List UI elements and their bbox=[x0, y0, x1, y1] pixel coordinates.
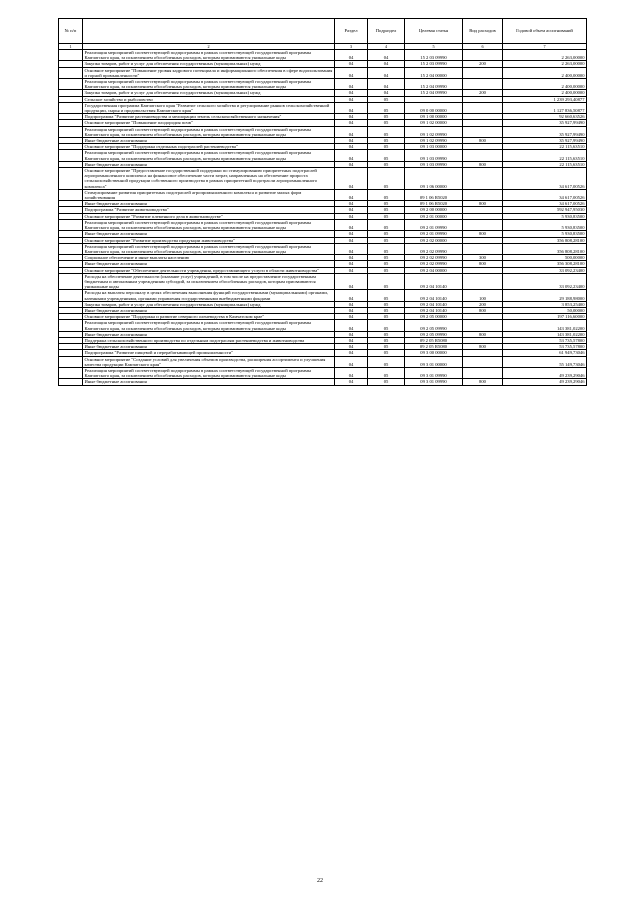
row-target: 09 2 04 10140 bbox=[405, 273, 463, 290]
row-target: 09 0 00 00000 bbox=[405, 102, 463, 113]
row-name: Подпрограмма "Развитие животноводства" bbox=[83, 207, 335, 213]
row-target: 09 1 03 09990 bbox=[405, 161, 463, 167]
row-sum: 53 735,57800 bbox=[503, 337, 587, 343]
table-row bbox=[59, 356, 587, 367]
row-podrazdel: 05 bbox=[368, 255, 405, 261]
row-num bbox=[59, 168, 83, 190]
row-name: Закупка товаров, работ и услуг для обеспечения государственных (муниципальных) нужд bbox=[83, 301, 335, 307]
row-name: Основное мероприятие "Развитие производства продукции животноводства" bbox=[83, 237, 335, 243]
row-podrazdel: 05 bbox=[368, 161, 405, 167]
row-vid bbox=[463, 79, 503, 90]
row-podrazdel: 05 bbox=[368, 320, 405, 331]
row-razdel: 04 bbox=[335, 161, 368, 167]
row-razdel: 04 bbox=[335, 219, 368, 230]
row-podrazdel: 04 bbox=[368, 67, 405, 78]
row-target: 09 2 05 09990 bbox=[405, 320, 463, 331]
row-vid: 800 bbox=[463, 331, 503, 337]
row-podrazdel: 05 bbox=[368, 379, 405, 385]
row-target: 15 2 03 09990 bbox=[405, 50, 463, 61]
row-podrazdel: 05 bbox=[368, 213, 405, 219]
row-vid: 800 bbox=[463, 344, 503, 350]
row-target: 09 1 03 00000 bbox=[405, 144, 463, 150]
row-sum: 356 308,28100 bbox=[503, 261, 587, 267]
row-target: 09 3 01 09990 bbox=[405, 379, 463, 385]
row-target: 09 2 05 R5080 bbox=[405, 337, 463, 343]
row-target: 09 2 04 10140 bbox=[405, 290, 463, 301]
row-name: Реализация мероприятий соответствующей подпрограммы в рамках соответствующей государственной программы Камчатского края, за исключением обособленных расходов, которым присваиваются уникальные коды bbox=[83, 243, 335, 254]
row-target: 09 1 03 09990 bbox=[405, 150, 463, 161]
row-name: Основное мероприятие "Поддержка и развитие северного оленеводства в Камчатском крае" bbox=[83, 314, 335, 320]
row-podrazdel: 05 bbox=[368, 201, 405, 207]
table-row bbox=[59, 126, 587, 137]
row-sum: 1 239 293,40877 bbox=[503, 96, 587, 102]
row-sum: 29 188,98000 bbox=[503, 290, 587, 301]
row-target: 09 3 01 00000 bbox=[405, 356, 463, 367]
row-vid: 800 bbox=[463, 231, 503, 237]
row-vid: 100 bbox=[463, 290, 503, 301]
row-name: Реализация мероприятий соответствующей подпрограммы в рамках соответствующей государственной программы Камчатского края, за исключением обособленных расходов, которым присваиваются уникальные коды bbox=[83, 219, 335, 230]
row-podrazdel: 05 bbox=[368, 267, 405, 273]
row-razdel: 04 bbox=[335, 114, 368, 120]
row-num bbox=[59, 219, 83, 230]
row-razdel: 04 bbox=[335, 261, 368, 267]
row-name: Сельское хозяйство и рыболовство bbox=[83, 96, 335, 102]
row-name: Иные бюджетные ассигнования bbox=[83, 201, 335, 207]
row-target: 09 3 00 00000 bbox=[405, 350, 463, 356]
row-sum: 34 617,00526 bbox=[503, 201, 587, 207]
row-sum: 356 808,28100 bbox=[503, 237, 587, 243]
row-razdel: 04 bbox=[335, 301, 368, 307]
row-num bbox=[59, 379, 83, 385]
row-podrazdel: 05 bbox=[368, 126, 405, 137]
row-target: 09 2 01 00000 bbox=[405, 213, 463, 219]
row-razdel: 04 bbox=[335, 120, 368, 126]
row-sum: 35 927,99490 bbox=[503, 138, 587, 144]
row-sum: 53 735,57800 bbox=[503, 344, 587, 350]
row-razdel: 04 bbox=[335, 102, 368, 113]
row-podrazdel: 05 bbox=[368, 367, 405, 378]
row-target: 09 1 02 09990 bbox=[405, 138, 463, 144]
row-vid: 800 bbox=[463, 138, 503, 144]
row-num bbox=[59, 79, 83, 90]
row-vid bbox=[463, 168, 503, 190]
row-num bbox=[59, 273, 83, 290]
row-target: 09 2 01 09990 bbox=[405, 219, 463, 230]
row-razdel: 04 bbox=[335, 344, 368, 350]
row-podrazdel: 05 bbox=[368, 261, 405, 267]
row-razdel: 04 bbox=[335, 267, 368, 273]
table-body bbox=[59, 50, 587, 386]
row-sum: 35 927,99490 bbox=[503, 126, 587, 137]
row-name: Основное мероприятие "Поддержка отдельных подотраслей растениеводства" bbox=[83, 144, 335, 150]
row-vid bbox=[463, 50, 503, 61]
row-sum: 35 927,99490 bbox=[503, 120, 587, 126]
row-sum: 143 381,02200 bbox=[503, 320, 587, 331]
row-sum: 50,00000 bbox=[503, 307, 587, 313]
row-name: Расходы на выплаты персоналу в целях обеспечения выполнения функций государственными (муниципальными) органами, казенными учреждениями, органами управления государственными внебюджетными фондами bbox=[83, 290, 335, 301]
row-num bbox=[59, 356, 83, 367]
row-name: Подпрограмма "Развитие растениеводства и мелиорации земель сельскохозяйственного назначения" bbox=[83, 114, 335, 120]
row-name: Основное мероприятие "Повышение уровня кадрового потенциала и информационного обеспечения в сфере водопользования и горной промышленности" bbox=[83, 67, 335, 78]
row-podrazdel: 05 bbox=[368, 273, 405, 290]
row-vid bbox=[463, 102, 503, 113]
row-razdel: 04 bbox=[335, 231, 368, 237]
row-target: 09 2 02 09990 bbox=[405, 255, 463, 261]
row-razdel: 04 bbox=[335, 290, 368, 301]
row-razdel: 04 bbox=[335, 350, 368, 356]
table-row bbox=[59, 273, 587, 290]
table-row bbox=[59, 102, 587, 113]
row-sum: 2 263,00000 bbox=[503, 50, 587, 61]
header-podrazdel: Подраздел bbox=[368, 19, 405, 44]
row-name: Социальное обеспечение и иные выплаты населению bbox=[83, 255, 335, 261]
row-podrazdel: 05 bbox=[368, 290, 405, 301]
row-podrazdel: 05 bbox=[368, 114, 405, 120]
row-name: Иные бюджетные ассигнования bbox=[83, 261, 335, 267]
row-target: 09 3 01 09990 bbox=[405, 367, 463, 378]
row-sum: 2 263,00000 bbox=[503, 61, 587, 67]
row-sum: 356 808,28100 bbox=[503, 243, 587, 254]
row-razdel: 04 bbox=[335, 144, 368, 150]
row-razdel: 04 bbox=[335, 168, 368, 190]
row-podrazdel: 05 bbox=[368, 189, 405, 200]
column-number: 6 bbox=[463, 44, 503, 50]
row-vid bbox=[463, 126, 503, 137]
row-target: 09 1 00 00000 bbox=[405, 114, 463, 120]
row-num bbox=[59, 102, 83, 113]
row-sum: 2 400,00000 bbox=[503, 90, 587, 96]
row-razdel: 04 bbox=[335, 331, 368, 337]
row-name: Поддержка сельскохозяйственного производства по отдельным подотраслям растениеводства и животноводства bbox=[83, 337, 335, 343]
row-sum: 92 660,63526 bbox=[503, 114, 587, 120]
row-name: Основное мероприятие "Создание условий для увеличения объемов производства, расширения ассортимента и улучшения качества продукции Камчатского края" bbox=[83, 356, 335, 367]
header-razdel: Раздел bbox=[335, 19, 368, 44]
row-name: Подпрограмма "Развитие пищевой и перерабатывающей промышленности" bbox=[83, 350, 335, 356]
row-vid bbox=[463, 356, 503, 367]
column-number: 5 bbox=[405, 44, 463, 50]
row-razdel: 04 bbox=[335, 150, 368, 161]
row-podrazdel: 04 bbox=[368, 61, 405, 67]
row-sum: 143 381,02200 bbox=[503, 331, 587, 337]
column-number: 4 bbox=[368, 44, 405, 50]
row-num bbox=[59, 50, 83, 61]
row-sum: 2 400,00000 bbox=[503, 79, 587, 90]
row-name: Реализация мероприятий соответствующей подпрограммы в рамках соответствующей государственной программы Камчатского края, за исключением обособленных расходов, которым присваиваются уникальные коды bbox=[83, 367, 335, 378]
row-podrazdel: 05 bbox=[368, 120, 405, 126]
table-row bbox=[59, 367, 587, 378]
row-name: Стимулирование развития приоритетных подотраслей агропромышленного комплекса и развитие малых форм хозяйствования bbox=[83, 189, 335, 200]
row-name: Расходы на обеспечение деятельности (оказание услуг) учреждений, в том числе на предоставление государственным бюджетным и автономным учреждениям субсидий, за исключением обособленных расходов, которым присваиваются уникальные коды bbox=[83, 273, 335, 290]
header-sum: Годовой объем ассигнований bbox=[503, 19, 587, 44]
row-razdel: 04 bbox=[335, 367, 368, 378]
row-name: Закупка товаров, работ и услуг для обеспечения государственных (муниципальных) нужд bbox=[83, 61, 335, 67]
row-sum: 22 115,63510 bbox=[503, 144, 587, 150]
row-razdel: 04 bbox=[335, 356, 368, 367]
row-vid: 200 bbox=[463, 90, 503, 96]
row-vid: 800 bbox=[463, 261, 503, 267]
row-razdel: 04 bbox=[335, 126, 368, 137]
row-name: Основное мероприятие "Развитие племенного дела в животноводстве" bbox=[83, 213, 335, 219]
row-name: Основное мероприятие "Повышение плодородия почв" bbox=[83, 120, 335, 126]
row-razdel: 04 bbox=[335, 379, 368, 385]
row-name: Иные бюджетные ассигнования bbox=[83, 331, 335, 337]
table-row bbox=[59, 150, 587, 161]
table-row bbox=[59, 79, 587, 90]
row-razdel: 04 bbox=[335, 90, 368, 96]
column-number: 7 bbox=[503, 44, 587, 50]
budget-table-page bbox=[58, 18, 586, 386]
row-podrazdel: 05 bbox=[368, 219, 405, 230]
row-num bbox=[59, 67, 83, 78]
row-razdel: 04 bbox=[335, 307, 368, 313]
row-razdel: 04 bbox=[335, 320, 368, 331]
row-razdel: 04 bbox=[335, 67, 368, 78]
row-podrazdel: 05 bbox=[368, 344, 405, 350]
row-name: Реализация мероприятий соответствующей подпрограммы в рамках соответствующей государственной программы Камчатского края, за исключением обособленных расходов, которым присваиваются уникальные коды bbox=[83, 150, 335, 161]
row-name: Иные бюджетные ассигнования bbox=[83, 379, 335, 385]
row-vid bbox=[463, 219, 503, 230]
row-sum: 1 127 836,50877 bbox=[503, 102, 587, 113]
row-name: Реализация мероприятий соответствующей подпрограммы в рамках соответствующей государственной программы Камчатского края, за исключением обособленных расходов, которым присваиваются уникальные коды bbox=[83, 50, 335, 61]
row-target: 09 2 05 00000 bbox=[405, 314, 463, 320]
row-sum: 2 400,00000 bbox=[503, 67, 587, 78]
row-sum: 22 115,63510 bbox=[503, 150, 587, 161]
row-sum: 49 239,29046 bbox=[503, 379, 587, 385]
table-row bbox=[59, 243, 587, 254]
header-num: № п/п bbox=[59, 19, 83, 44]
table-row bbox=[59, 168, 587, 190]
row-podrazdel: 05 bbox=[368, 207, 405, 213]
table-row bbox=[59, 189, 587, 200]
row-sum: 5 930,83500 bbox=[503, 231, 587, 237]
row-sum: 500,00000 bbox=[503, 255, 587, 261]
row-sum: 34 617,00526 bbox=[503, 168, 587, 190]
row-sum: 55 149,73046 bbox=[503, 356, 587, 367]
row-sum: 61 949,73046 bbox=[503, 350, 587, 356]
row-name: Реализация мероприятий соответствующей подпрограммы в рамках соответствующей государственной программы Камчатского края, за исключением обособленных расходов, которым присваиваются уникальные коды bbox=[83, 126, 335, 137]
table-row bbox=[59, 290, 587, 301]
row-razdel: 04 bbox=[335, 189, 368, 200]
row-podrazdel: 05 bbox=[368, 314, 405, 320]
row-name: Иные бюджетные ассигнования bbox=[83, 231, 335, 237]
row-vid bbox=[463, 150, 503, 161]
row-podrazdel: 04 bbox=[368, 50, 405, 61]
row-podrazdel: 05 bbox=[368, 102, 405, 113]
column-number: 1 bbox=[59, 44, 83, 50]
row-target: 09 1 06 00000 bbox=[405, 168, 463, 190]
row-num bbox=[59, 320, 83, 331]
row-vid: 800 bbox=[463, 201, 503, 207]
row-podrazdel: 05 bbox=[368, 168, 405, 190]
row-target: 09 2 02 00000 bbox=[405, 237, 463, 243]
row-target: 15 2 04 09990 bbox=[405, 90, 463, 96]
page-number: 22 bbox=[317, 878, 323, 884]
row-razdel: 04 bbox=[335, 237, 368, 243]
row-sum: 34 617,00526 bbox=[503, 189, 587, 200]
row-podrazdel: 05 bbox=[368, 231, 405, 237]
row-target: 09 2 04 10140 bbox=[405, 301, 463, 307]
row-vid bbox=[463, 367, 503, 378]
table-row bbox=[59, 67, 587, 78]
row-name: Закупка товаров, работ и услуг для обеспечения государственных (муниципальных) нужд bbox=[83, 90, 335, 96]
row-podrazdel: 05 bbox=[368, 301, 405, 307]
header-name bbox=[83, 19, 335, 44]
row-num bbox=[59, 243, 83, 254]
row-podrazdel: 04 bbox=[368, 79, 405, 90]
row-vid: 200 bbox=[463, 301, 503, 307]
row-podrazdel: 05 bbox=[368, 96, 405, 102]
row-target: 15 2 04 00000 bbox=[405, 67, 463, 78]
row-sum: 592 947,95030 bbox=[503, 207, 587, 213]
row-vid: 800 bbox=[463, 379, 503, 385]
row-podrazdel: 05 bbox=[368, 337, 405, 343]
row-name: Реализация мероприятий соответствующей подпрограммы в рамках соответствующей государственной программы Камчатского края, за исключением обособленных расходов, которым присваиваются уникальные коды bbox=[83, 320, 335, 331]
table-row bbox=[59, 219, 587, 230]
table-row bbox=[59, 379, 587, 385]
row-podrazdel: 05 bbox=[368, 150, 405, 161]
row-sum: 49 239,29046 bbox=[503, 367, 587, 378]
row-razdel: 04 bbox=[335, 79, 368, 90]
row-target: 09 2 00 00000 bbox=[405, 207, 463, 213]
row-razdel: 04 bbox=[335, 61, 368, 67]
row-sum: 22 115,63510 bbox=[503, 161, 587, 167]
row-razdel: 04 bbox=[335, 213, 368, 219]
row-vid: 800 bbox=[463, 307, 503, 313]
header-vid: Вид расходов bbox=[463, 19, 503, 44]
row-razdel: 04 bbox=[335, 201, 368, 207]
row-razdel: 04 bbox=[335, 96, 368, 102]
row-podrazdel: 05 bbox=[368, 144, 405, 150]
row-target: 09 2 02 09990 bbox=[405, 243, 463, 254]
row-razdel: 04 bbox=[335, 50, 368, 61]
row-sum: 3 853,25400 bbox=[503, 301, 587, 307]
row-name: Реализация мероприятий соответствующей подпрограммы в рамках соответствующей государственной программы Камчатского края, за исключением обособленных расходов, которым присваиваются уникальные коды bbox=[83, 79, 335, 90]
table-header-row bbox=[59, 19, 587, 44]
row-razdel: 04 bbox=[335, 207, 368, 213]
row-razdel: 04 bbox=[335, 138, 368, 144]
row-num bbox=[59, 367, 83, 378]
row-razdel: 04 bbox=[335, 337, 368, 343]
row-vid bbox=[463, 189, 503, 200]
row-podrazdel: 05 bbox=[368, 350, 405, 356]
row-vid bbox=[463, 273, 503, 290]
row-vid bbox=[463, 243, 503, 254]
row-vid: 300 bbox=[463, 255, 503, 261]
row-name: Государственная программа Камчатского края "Развитие сельского хозяйства и регулирование рынков сельскохозяйственной продукции, сырья и продовольствия Камчатского края" bbox=[83, 102, 335, 113]
table-row bbox=[59, 50, 587, 61]
row-name: Иные бюджетные ассигнования bbox=[83, 307, 335, 313]
row-razdel: 04 bbox=[335, 273, 368, 290]
table-row bbox=[59, 320, 587, 331]
row-target: 09 2 04 10140 bbox=[405, 307, 463, 313]
row-sum: 5 930,83500 bbox=[503, 213, 587, 219]
row-name: Иные бюджетные ассигнования bbox=[83, 161, 335, 167]
row-vid bbox=[463, 67, 503, 78]
column-number: 2 bbox=[83, 44, 335, 50]
row-target: 09 2 05 R5080 bbox=[405, 344, 463, 350]
row-name: Основное мероприятие "Предоставление государственной поддержки по стимулированию приоритетных подотраслей агропромышленного комплекса на финансовое обеспечение части затрат, направленных на обеспечение прироста сельскохозяйственной продукции собственного производства в рамках приоритетной подотрасли агропромышленного комплекса" bbox=[83, 168, 335, 190]
row-target: 09 2 01 09990 bbox=[405, 231, 463, 237]
row-target: 09 1 02 09990 bbox=[405, 126, 463, 137]
header-target: Целевая статья bbox=[405, 19, 463, 44]
row-razdel: 04 bbox=[335, 314, 368, 320]
row-vid: 800 bbox=[463, 161, 503, 167]
row-vid bbox=[463, 320, 503, 331]
row-target: 15 2 04 09990 bbox=[405, 79, 463, 90]
row-target: 09 2 02 09990 bbox=[405, 261, 463, 267]
row-target: 15 2 03 09990 bbox=[405, 61, 463, 67]
row-podrazdel: 05 bbox=[368, 331, 405, 337]
row-sum: 33 092,23400 bbox=[503, 273, 587, 290]
row-num bbox=[59, 290, 83, 301]
row-target: 09 2 04 00000 bbox=[405, 267, 463, 273]
row-target: 09 1 06 R5020 bbox=[405, 201, 463, 207]
row-sum: 33 092,23400 bbox=[503, 267, 587, 273]
row-razdel: 04 bbox=[335, 243, 368, 254]
row-razdel: 04 bbox=[335, 255, 368, 261]
row-num bbox=[59, 189, 83, 200]
row-num bbox=[59, 126, 83, 137]
row-podrazdel: 05 bbox=[368, 237, 405, 243]
row-sum: 197 116,60000 bbox=[503, 314, 587, 320]
row-target: 09 1 06 R5020 bbox=[405, 189, 463, 200]
column-number: 3 bbox=[335, 44, 368, 50]
row-podrazdel: 05 bbox=[368, 356, 405, 367]
row-name: Иные бюджетные ассигнования bbox=[83, 138, 335, 144]
row-name: Основное мероприятие "Обеспечение деятельности учреждения, предоставляющего услуги в области животноводства" bbox=[83, 267, 335, 273]
budget-table bbox=[58, 18, 587, 386]
row-name: Иные бюджетные ассигнования bbox=[83, 344, 335, 350]
row-target: 09 2 05 09990 bbox=[405, 331, 463, 337]
row-vid: 200 bbox=[463, 61, 503, 67]
row-podrazdel: 04 bbox=[368, 90, 405, 96]
row-num bbox=[59, 150, 83, 161]
row-podrazdel: 05 bbox=[368, 138, 405, 144]
row-podrazdel: 05 bbox=[368, 307, 405, 313]
row-podrazdel: 05 bbox=[368, 243, 405, 254]
row-target: 09 1 02 00000 bbox=[405, 120, 463, 126]
row-sum: 5 930,83500 bbox=[503, 219, 587, 230]
